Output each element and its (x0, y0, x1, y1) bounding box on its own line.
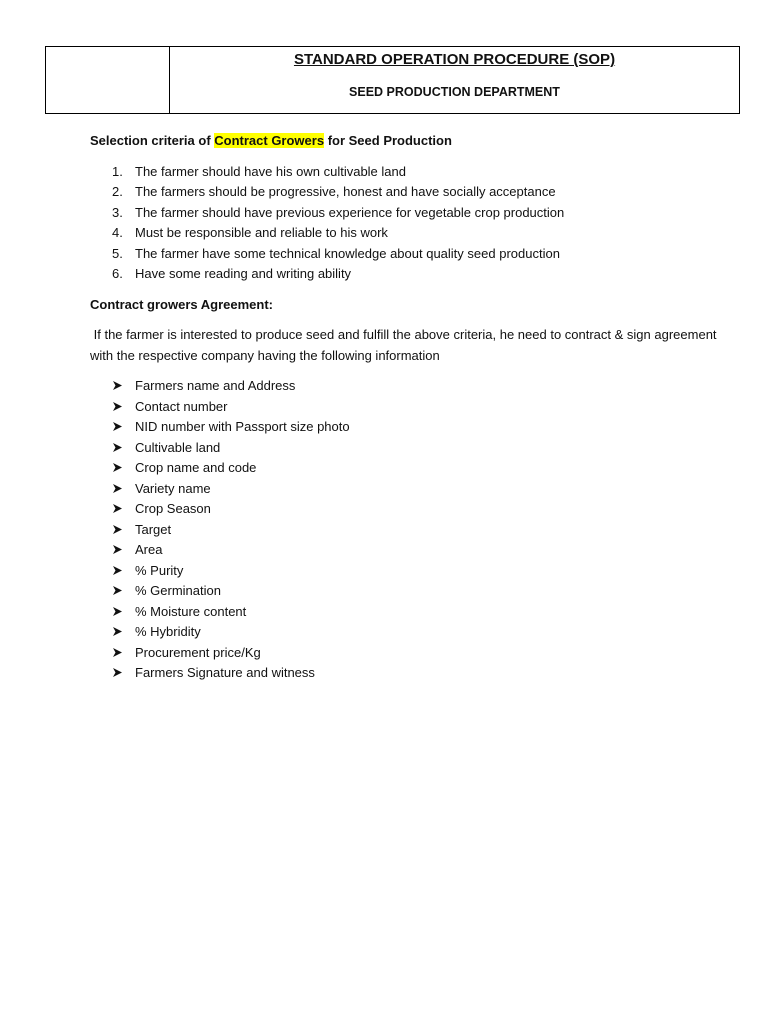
info-text: Crop name and code (135, 460, 257, 475)
criteria-item (90, 162, 720, 183)
criteria-number: 2. (112, 184, 123, 199)
info-item (90, 663, 720, 684)
criteria-text: The farmers should be progressive, honest and have socially acceptance (135, 184, 556, 199)
info-text: Procurement price/Kg (135, 644, 261, 660)
info-item (90, 520, 720, 541)
agreement-info-list (90, 376, 720, 684)
criteria-number: 3. (112, 204, 123, 220)
criteria-item (90, 244, 720, 265)
arrow-bullet-icon (112, 499, 123, 520)
arrow-bullet-icon (112, 417, 123, 438)
arrow-bullet-icon (112, 643, 123, 664)
criteria-number: 1. (112, 163, 123, 179)
info-text: NID number with Passport size photo (135, 419, 350, 434)
info-text: Farmers Signature and witness (135, 665, 315, 680)
agreement-paragraph: If the farmer is interested to produce seed and fulfill the above criteria, he need to contract & sign agreement with the respective company having the following information (90, 327, 721, 363)
criteria-item (90, 203, 720, 224)
criteria-text: The farmer have some technical knowledge about quality seed production (135, 245, 560, 261)
heading-prefix: Selection criteria of (90, 133, 215, 148)
info-text: Crop Season (135, 501, 211, 516)
info-item (90, 581, 720, 602)
info-item (90, 561, 720, 582)
criteria-number: 6. (112, 266, 123, 281)
arrow-bullet-icon (112, 622, 123, 643)
info-item (90, 602, 720, 623)
arrow-bullet-icon (112, 520, 123, 541)
criteria-list (90, 162, 720, 285)
info-item (90, 438, 720, 459)
arrow-bullet-icon (112, 458, 123, 479)
criteria-item (90, 182, 720, 203)
info-text: % Purity (135, 562, 184, 578)
info-item (90, 479, 720, 500)
arrow-bullet-icon (112, 561, 123, 582)
info-text: Area (135, 542, 163, 557)
info-item (90, 643, 720, 664)
department-name: SEED PRODUCTION DEPARTMENT (349, 85, 560, 99)
info-item (90, 417, 720, 438)
criteria-text: Have some reading and writing ability (135, 266, 352, 281)
document-body (90, 131, 720, 684)
info-item (90, 622, 720, 643)
info-text: Target (135, 521, 172, 537)
arrow-bullet-icon (112, 540, 123, 561)
header-logo-cell (46, 47, 170, 113)
heading-suffix: for Seed Production (324, 133, 452, 148)
arrow-bullet-icon (112, 479, 123, 500)
arrow-bullet-icon (112, 602, 123, 623)
arrow-bullet-icon (112, 581, 123, 602)
criteria-number: 5. (112, 245, 123, 261)
info-item (90, 397, 720, 418)
info-text: % Hybridity (135, 624, 201, 639)
highlighted-term: Contract Growers (214, 133, 325, 148)
info-text: Contact number (135, 398, 228, 414)
info-text: % Moisture content (135, 603, 247, 619)
criteria-number: 4. (112, 225, 123, 240)
info-text: Farmers name and Address (135, 378, 296, 393)
arrow-bullet-icon (112, 376, 123, 397)
info-item (90, 540, 720, 561)
document-title: STANDARD OPERATION PROCEDURE (SOP) (293, 51, 616, 68)
header-table (45, 46, 740, 114)
header-title-cell (170, 47, 739, 113)
info-item (90, 499, 720, 520)
info-text: Variety name (135, 480, 211, 496)
info-text: Cultivable land (135, 439, 221, 455)
criteria-item (90, 223, 720, 244)
arrow-bullet-icon (112, 397, 123, 418)
arrow-bullet-icon (112, 663, 123, 684)
arrow-bullet-icon (112, 438, 123, 459)
criteria-text: The farmer should have his own cultivable land (135, 163, 406, 179)
criteria-item (90, 264, 720, 285)
info-item (90, 376, 720, 397)
info-text: % Germination (135, 583, 221, 598)
selection-criteria-heading (90, 131, 720, 152)
info-item (90, 458, 720, 479)
agreement-heading: Contract growers Agreement: (90, 296, 273, 312)
criteria-text: Must be responsible and reliable to his work (135, 225, 388, 240)
criteria-text: The farmer should have previous experience for vegetable crop production (135, 204, 565, 220)
